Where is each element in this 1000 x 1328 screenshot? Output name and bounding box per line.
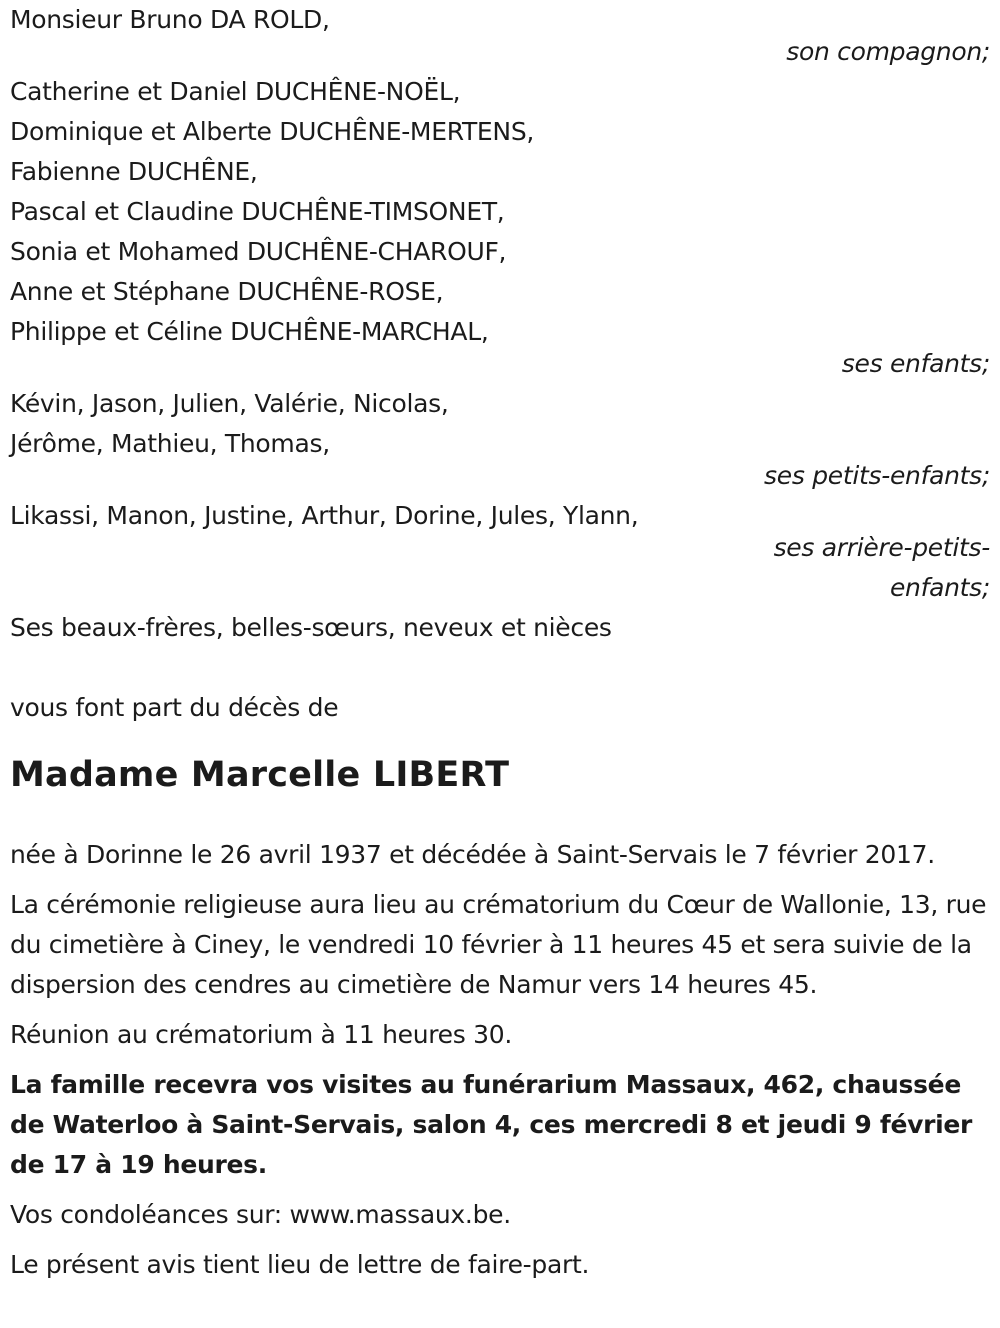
- condolences-line: Vos condoléances sur: www.massaux.be.: [10, 1200, 511, 1229]
- visits-paragraph: La famille recevra vos visites au funérarium Massaux, 462, chaussée de Waterloo à Saint-Servais, salon 4, ces mercredi 8 et jeudi 9 février de 17 à 19 heures.: [10, 1070, 973, 1179]
- great-grandchildren-role-line2: enfants;: [889, 573, 990, 602]
- children-group: [10, 72, 990, 384]
- extended-family-group: [10, 608, 990, 648]
- grandchildren-names: Kévin, Jason, Julien, Valérie, Nicolas,: [10, 389, 449, 418]
- children-role: ses enfants;: [841, 349, 990, 378]
- deceased-name: Madame Marcelle LIBERT: [10, 755, 510, 795]
- ceremony-paragraph: La cérémonie religieuse aura lieu au crématorium du Cœur de Wallonie, 13, rue du cimetière à Ciney, le vendredi 10 février à 11 heures 45 et sera suivie de la dispersion des cendres au cimetière de Namur vers 14 heures 45.: [10, 890, 987, 999]
- great-grandchildren-names: Likassi, Manon, Justine, Arthur, Dorine, Jules, Ylann,: [10, 501, 639, 530]
- child-name: Fabienne DUCHÊNE,: [10, 157, 258, 186]
- great-grandchildren-group: [10, 496, 990, 608]
- great-grandchildren-role: [10, 528, 990, 608]
- grandchildren-names: Jérôme, Mathieu, Thomas,: [10, 429, 330, 458]
- companion-name: Monsieur Bruno DA ROLD,: [10, 5, 330, 34]
- grandchildren-role: ses petits-enfants;: [764, 461, 990, 490]
- announcement-intro: vous font part du décès de: [10, 693, 339, 722]
- child-name: Catherine et Daniel DUCHÊNE-NOËL,: [10, 77, 461, 106]
- notice-line: Le présent avis tient lieu de lettre de faire-part.: [10, 1250, 590, 1279]
- spacer: [10, 648, 990, 688]
- birth-death-line: née à Dorinne le 26 avril 1937 et décédée à Saint-Servais le 7 février 2017.: [10, 840, 935, 869]
- child-name: Dominique et Alberte DUCHÊNE-MERTENS,: [10, 117, 535, 146]
- companion-group: [10, 0, 990, 72]
- child-name: Anne et Stéphane DUCHÊNE-ROSE,: [10, 277, 444, 306]
- child-name: Pascal et Claudine DUCHÊNE-TIMSONET,: [10, 197, 505, 226]
- reunion-line: Réunion au crématorium à 11 heures 30.: [10, 1020, 512, 1049]
- extended-family-line: Ses beaux-frères, belles-sœurs, neveux et nièces: [10, 613, 612, 642]
- obituary-notice: [10, 0, 990, 1295]
- companion-role: son compagnon;: [786, 37, 990, 66]
- grandchildren-group: [10, 384, 990, 496]
- child-name: Sonia et Mohamed DUCHÊNE-CHAROUF,: [10, 237, 507, 266]
- child-name: Philippe et Céline DUCHÊNE-MARCHAL,: [10, 317, 489, 346]
- great-grandchildren-role-line1: ses arrière-petits-: [773, 533, 990, 562]
